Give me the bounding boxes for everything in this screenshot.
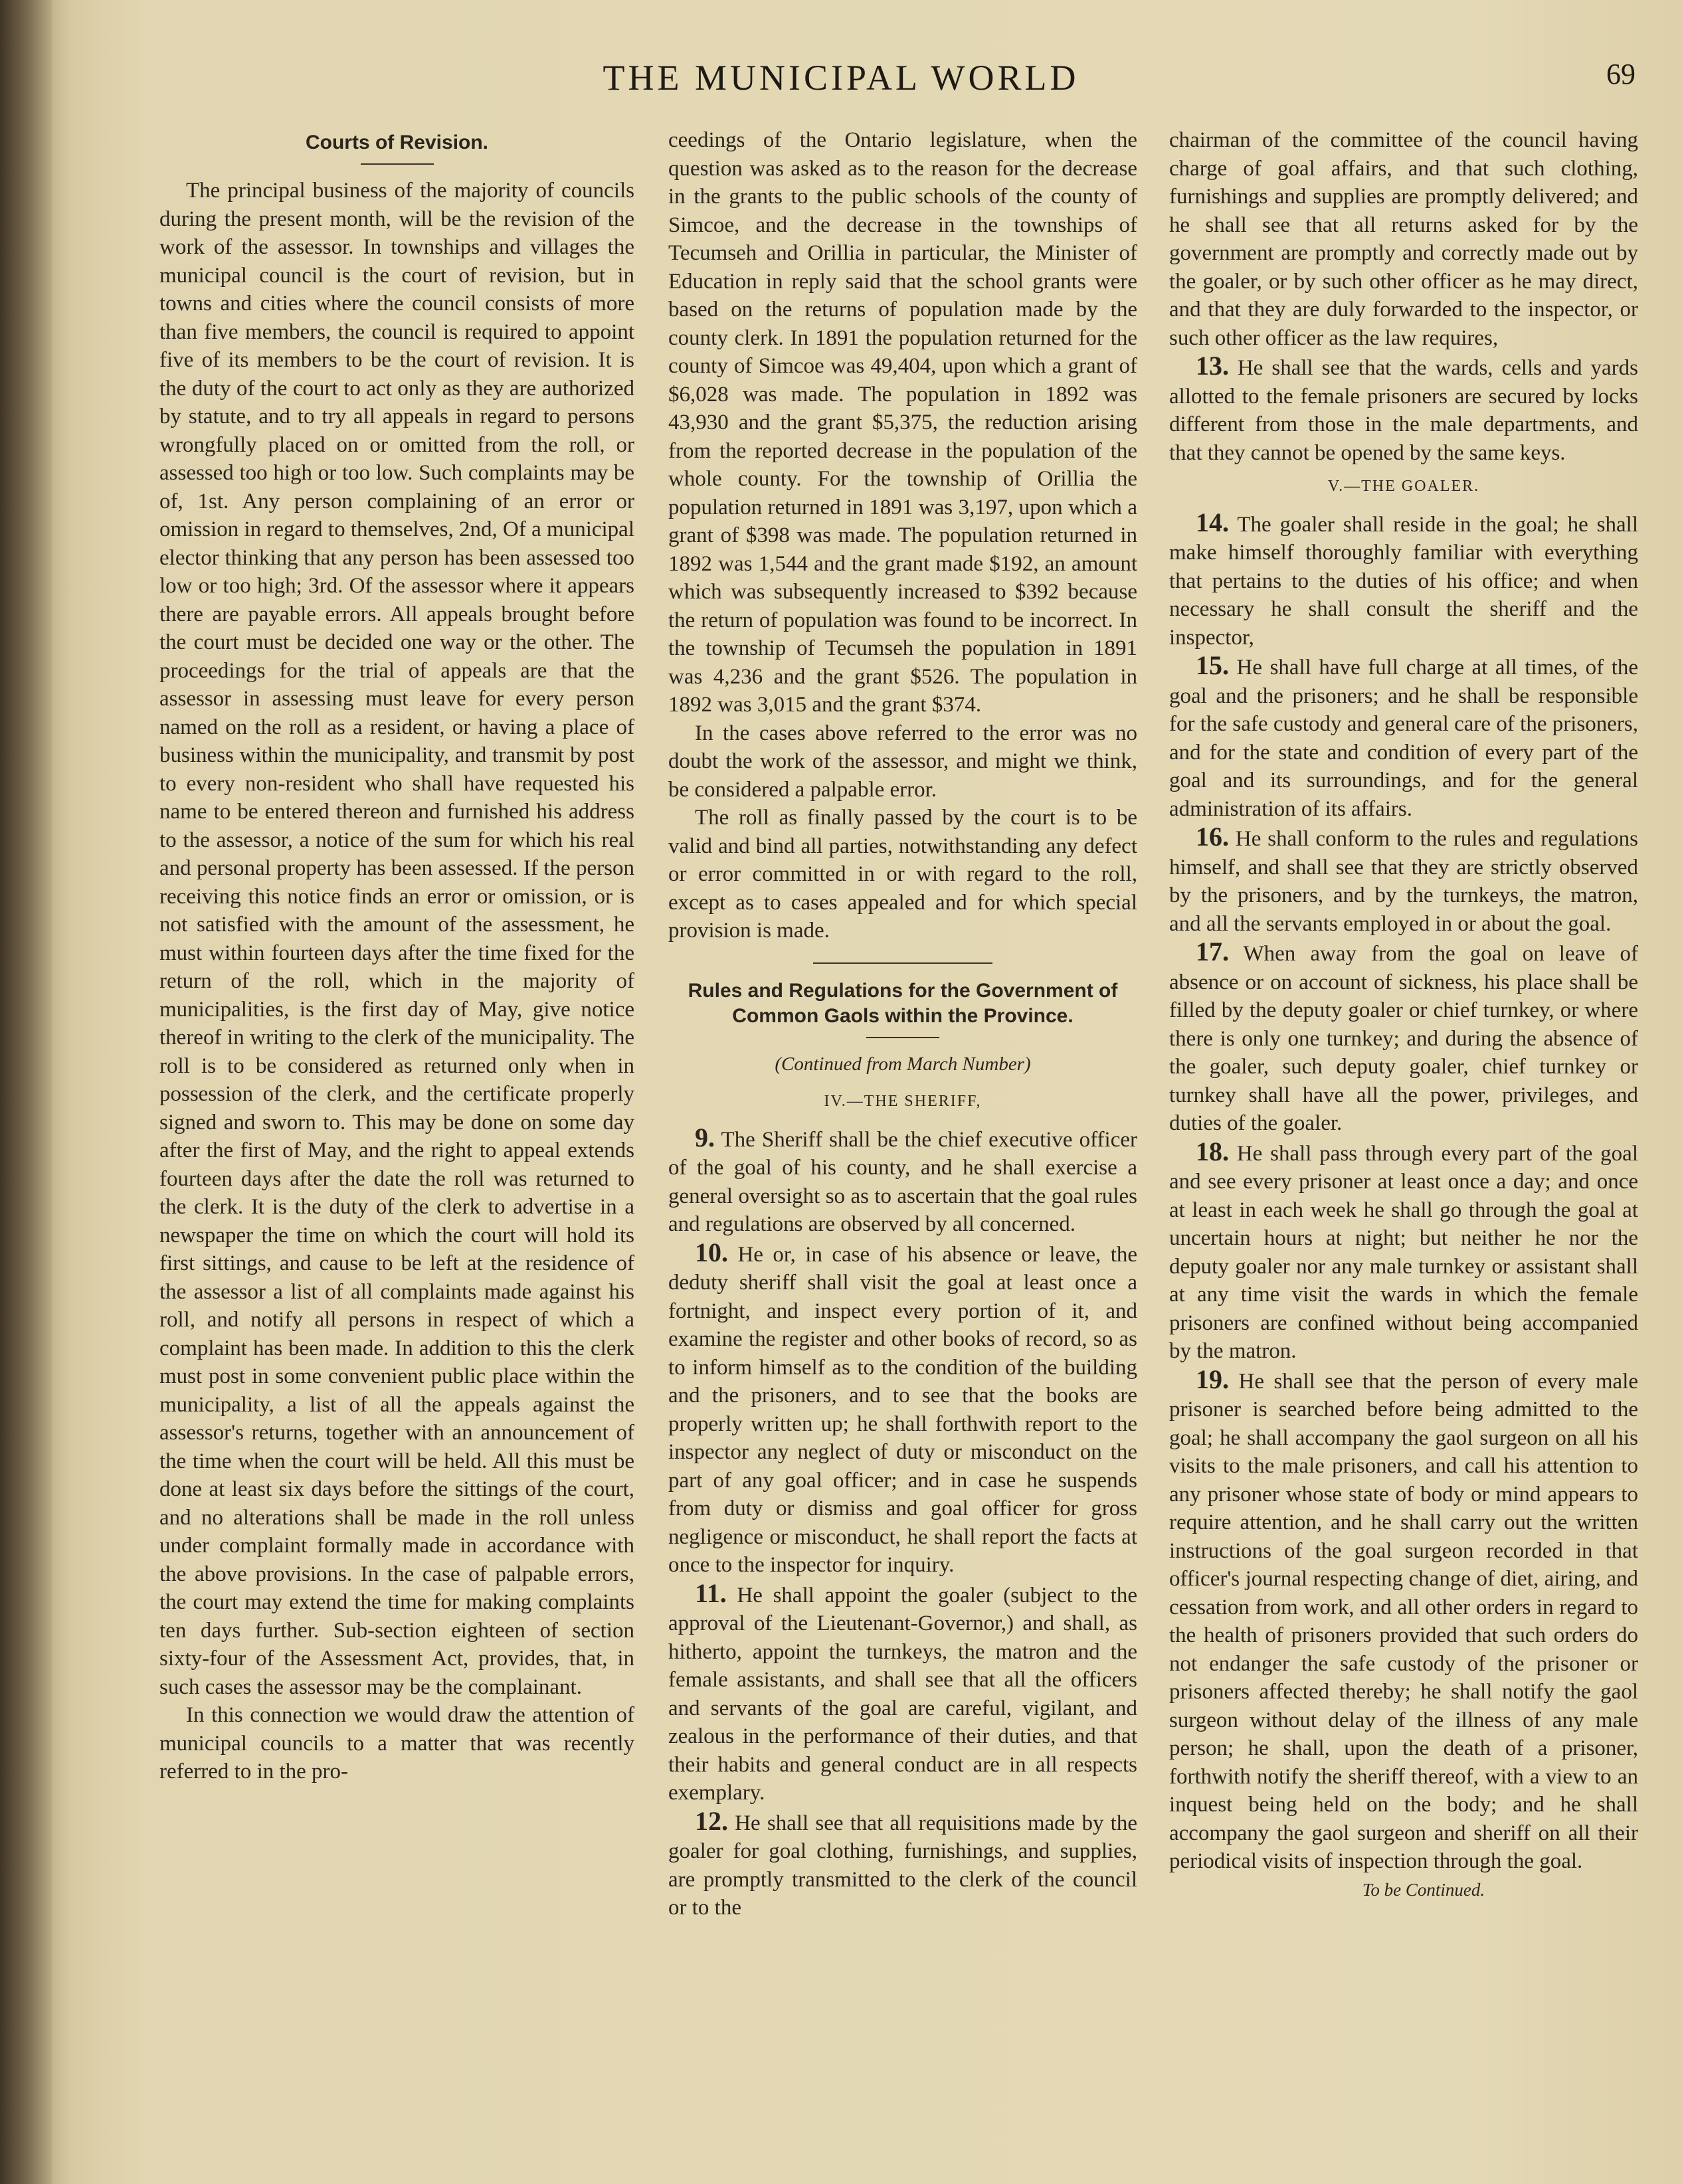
rule-text: The Sheriff shall be the chief executive officer of the goal of his county, and he shall exercise a general oversight so as to ascertain that the goal rules and regulations are observed by all concerned. [668, 1127, 1137, 1236]
rule-text: When away from the goal on leave of absence or on account of sickness, his place shall be filled by the deputy goaler or chief turnkey, or where there is only one turnkey; and during the absence of the goaler, such deputy goaler, chief turnkey or turnkey shall have all the power, privileges, and duties of the goaler. [1169, 942, 1639, 1135]
numbered-rule [1169, 823, 1638, 938]
rule-text: He shall pass through every part of the goal and see every prisoner at least once a day; and once at least in each week he shall go through the goal at uncertain hours at night; but neither he nor the deputy goaler nor any male turnkey or assistant shall at any time visit the wards in which the female prisoners are confined without being accompanied by the matron. [1169, 1141, 1638, 1363]
section-goaler-heading: V.—THE GOALER. [1327, 478, 1480, 495]
rule-number: 9. [695, 1122, 715, 1152]
paragraph: chairman of the committee of the council having charge of goal affairs, and that such clothing, furnishings and supplies are promptly delivered; and he shall see that all returns asked for by the government are promptly and correctly made out by the goaler, or by such other officer as he may direct, and that they are duly forwarded to the inspector, or such other officer as the law requires, [1169, 128, 1638, 350]
paragraph: ceedings of the Ontario legislature, when the question was asked as to the reason for the decrease in the grants to the public schools of the county of Simcoe, and the decrease in the townships of Tecumseh and Orillia in particular, the Minister of Education in reply said that the school grants were based on the returns of population made by the county clerk. In 1891 the population returned for the county of Simcoe was 49,404, upon which a grant of $6,028 was made. The population in 1892 was 43,930 and the grant $5,375, the reduction arising from the reported decrease in the population of the whole county. For the township of Orillia the population returned in 1891 was 3,197, upon which a grant of $398 was made. The population returned in 1892 was 1,544 and the grant made $192, an amount which was subsequently increased to $392 because the return of population was found to be incorrect. In the township of Tecumseh the population in 1891 was 4,236 and the grant $526. The population in 1892 was 3,015 and the grant $374. [668, 128, 1137, 717]
column-2 [668, 126, 1137, 2119]
numbered-rule [1169, 509, 1638, 652]
rule-number: 19. [1196, 1364, 1229, 1394]
rule-number: 18. [1196, 1136, 1229, 1166]
section-sheriff-heading: IV.—THE SHERIFF, [824, 1093, 982, 1110]
numbered-rule [1169, 1138, 1638, 1366]
numbered-rule [1169, 352, 1638, 467]
courts-of-revision-heading: Courts of Revision. [305, 132, 489, 153]
rule-number: 13. [1196, 351, 1229, 381]
numbered-rule [668, 1124, 1137, 1239]
column-1 [159, 126, 634, 2119]
rule-text: The goaler shall reside in the goal; he shall make himself thoroughly familiar with everything that pertains to the duties of his office; and when necessary he shall consult the sheriff and the inspector, [1169, 512, 1638, 650]
heading-rule [866, 1037, 939, 1038]
heading-rule [361, 163, 434, 165]
numbered-rule [668, 1807, 1137, 1922]
rule-number: 10. [695, 1237, 728, 1267]
rule-text: He shall see that all requisitions made by the goaler for goal clothing, furnishings, and supplies, are promptly transmitted to the clerk of the council or to the [668, 1811, 1137, 1920]
numbered-rule [1169, 1366, 1638, 1876]
to-be-continued: To be Continued. [1362, 1879, 1485, 1900]
numbered-rule [1169, 938, 1638, 1138]
book-spine [0, 0, 52, 2184]
continued-note: (Continued from March Number) [775, 1053, 1031, 1075]
rule-text: He shall appoint the goaler (subject to the approval of the Lieutenant-Governor,) and shall, as hitherto, appoint the turnkeys, the matron and the female assistants, and shall see that all the officers and servants of the goal are careful, vigilant, and zealous in the performance of their duties, and that their habits and general conduct are in all respects exemplary. [668, 1583, 1137, 1805]
rule-number: 14. [1196, 507, 1229, 537]
numbered-rule [1169, 652, 1638, 823]
rule-number: 17. [1196, 937, 1229, 966]
rule-number: 16. [1196, 822, 1229, 852]
paragraph: In this connection we would draw the attention of municipal councils to a matter that was recently referred to in the pro- [159, 1703, 634, 1783]
numbered-rule [668, 1239, 1137, 1580]
rule-text: He or, in case of his absence or leave, the deduty sheriff shall visit the goal at least once a fortnight, and inspect every portion of it, and examine the register and other books of record, so as to inform himself as to the condition of the building and the prisoners, and to see that the books are properly written up; he shall forthwith report to the inspector any neglect of duty or misconduct on the part of any goal officer; and in case he suspends from duty or dismiss and goal officer for gross negligence or misconduct, he shall report the facts at once to the inspector for inquiry. [668, 1242, 1138, 1577]
rules-regulations-heading: Rules and Regulations for the Government of Common Gaols within the Province. [688, 979, 1118, 1027]
paragraph: The principal business of the majority of councils during the present month, will be the revision of the work of the assessor. In townships and villages the municipal council is the court of revision, but in towns and cities where the council consists of more than five members, the council is required to appoint five of its members to be the court of revision. It is the duty of the court to act only as they are authorized by statute, and to try all appeals in regard to persons wrongfully placed on or omitted from the roll, or assessed too high or too low. Such complaints may be of, 1st. Any person complaining of an error or omission in regard to themselves, 2nd, Of a municipal elector thinking that any person has been assessed too low or too high; 3rd. Of the assessor where it appears there are payable errors. All appeals brought before the court must be decided one way or the other. The proceedings for the trial of appeals are that the assessor in assessing must leave for every person named on the roll as a resident, or having a place of business within the municipality, and transmit by post to every non-resident who shall have requested his name to be entered thereon and furnished his address to the assessor, a notice of the sum for which his real and personal property has been assessed. If the person receiving this notice finds an error or omission, or is not satisfied with the amount of the assessment, he must within fourteen days after the time fixed for the return of the roll, which in the majority of municipalities, is the first day of May, give notice thereof in writing to the clerk of the municipality. The roll is to be considered as returned only when in possession of the clerk, and the certificate properly signed and sworn to. This may be done on some day after the first of May, and the right to appeal extends fourteen days after the date the roll was returned to the clerk. It is the duty of the clerk to advertise in a newspaper the time on which the court will hold its first sittings, and cause to be left at the residence of the assessor a list of all complaints made against his roll, and notify all persons in respect of which a complaint has been made. In addition to this the clerk must post in some convenient public place within the municipality, a list of all the appeals against the assessor's returns, together with an announcement of the time when the court will be held. All this must be done at least six days before the sittings of the court, and no alterations shall be made in the roll unless under complaint formally made in accordance with the above provisions. In the case of palpable errors, the court may extend the time for making complaints ten days further. Sub-section eighteen of section sixty-four of the Assessment Act, provides, that, in such cases the assessor may be the complainant. [159, 179, 634, 1699]
page-number: 69 [1606, 58, 1635, 90]
paragraph: In the cases above referred to the error was no doubt the work of the assessor, and might we think, be considered a palpable error. [668, 721, 1137, 802]
rule-text: He shall have full charge at all times, of the goal and the prisoners; and he shall be responsible for the safe custody and general care of the prisoners, and for the state and condition of every part of the goal and its surroundings, and for the general administration of its affairs. [1169, 656, 1639, 821]
rule-number: 15. [1196, 650, 1229, 680]
column-3 [1169, 126, 1638, 2119]
rule-text: He shall conform to the rules and regulations himself, and shall see that they are strictly observed by the prisoners, and by the turnkeys, the matron, and all the servants employed in or about the goal. [1169, 827, 1638, 936]
rule-text: He shall see that the wards, cells and yards allotted to the female prisoners are secured by locks different from those in the male departments, and that they cannot be opened by the same keys. [1169, 356, 1639, 465]
numbered-rule [668, 1580, 1137, 1807]
rule-text: He shall see that the person of every male prisoner is searched before being admitted to the goal; he shall accompany the gaol surgeon on all his visits to the male prisoners, and call his attention to any prisoner whose state of body or mind appears to require attention, and he shall carry out the written instructions of the goal surgeon recorded in that officer's journal respecting change of diet, airing, and cessation from work, and all other orders in regard to the health of prisoners provided that such orders do not endanger the safe custody of the prisoner or prisoners affected thereby; he shall notify the gaol surgeon without delay of the illness of any male person; he shall, upon the death of a prisoner, forthwith notify the sheriff thereof, with a view to an inquest being held on the body; and he shall accompany the gaol surgeon and sheriff on all their periodical visits of inspection through the goal. [1169, 1369, 1639, 1873]
paragraph: The roll as finally passed by the court is to be valid and bind all parties, notwithstanding any defect or error committed in or with regard to the roll, except as to cases appealed and for which special provision is made. [668, 806, 1137, 943]
section-rule [813, 962, 992, 964]
page-header-title: THE MUNICIPAL WORLD [603, 58, 1079, 98]
rule-number: 11. [695, 1578, 727, 1608]
rule-number: 12. [695, 1805, 728, 1836]
